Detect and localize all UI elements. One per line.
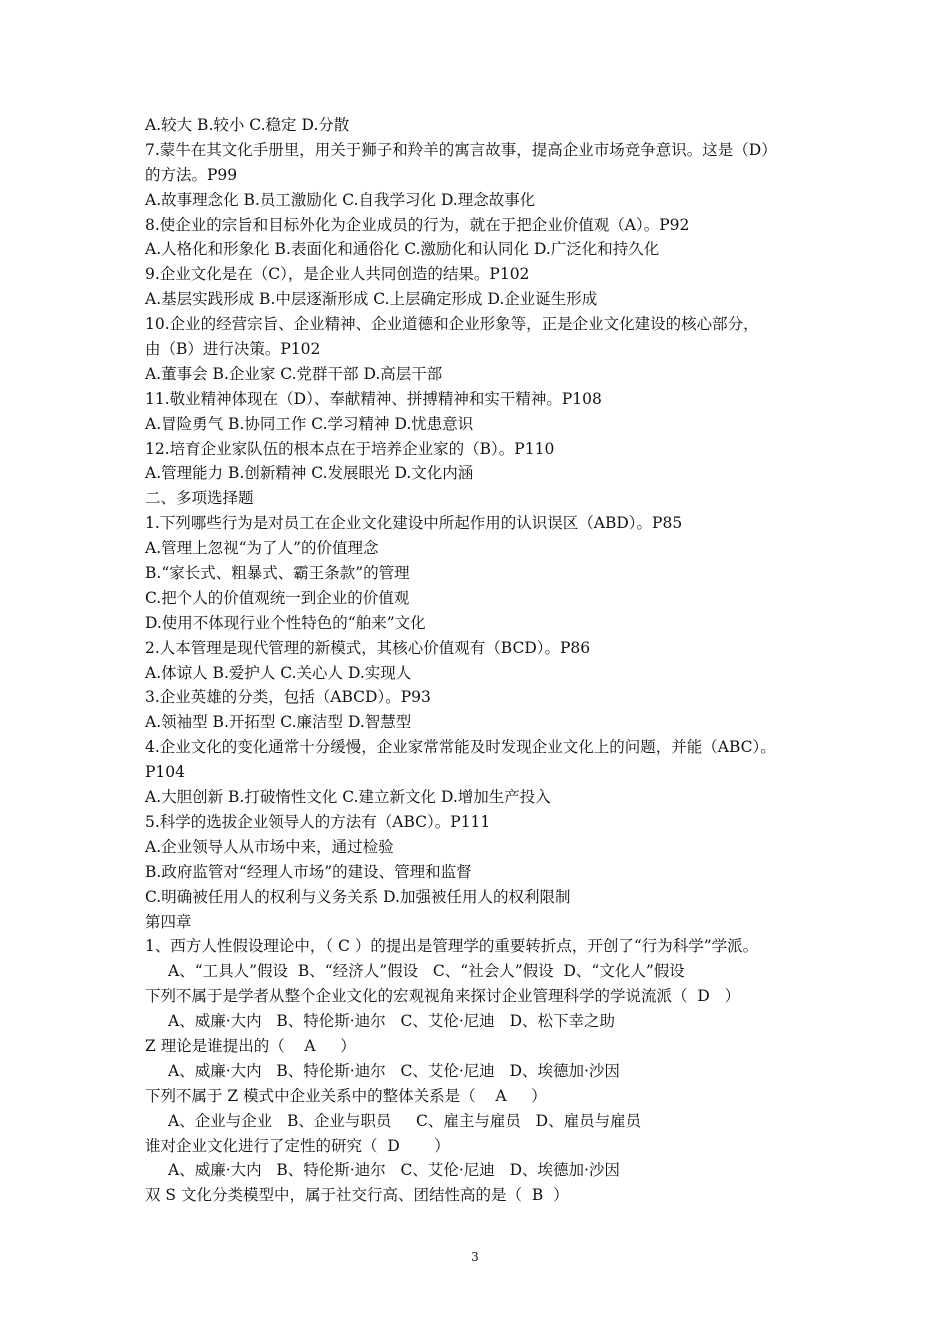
text-line: 5.科学的选拔企业领导人的方法有（ABC）。P111 [145,812,491,831]
text-line: A.故事理念化 B.员工激励化 C.自我学习化 D.理念故事化 [145,190,536,209]
text-line: 8.使企业的宗旨和目标外化为企业成员的行为，就在于把企业价值观（A）。P92 [145,215,690,234]
text-line: 10.企业的经营宗旨、企业精神、企业道德和企业形象等，正是企业文化建设的核心部分， [145,315,759,334]
text-line: A、威廉·大内 B、特伦斯·迪尔 C、艾伦·尼迪 D、埃德加·沙因 [168,1161,620,1180]
text-line: A.董事会 B.企业家 C.党群干部 D.高层干部 [145,364,443,383]
text-line: A.基层实践形成 B.中层逐渐形成 C.上层确定形成 D.企业诞生形成 [145,290,598,309]
text-line: C.明确被任用人的权利与义务关系 D.加强被任用人的权利限制 [145,887,571,906]
text-line: 9.企业文化是在（C），是企业人共同创造的结果。P102 [145,265,530,284]
text-line: 4.企业文化的变化通常十分缓慢，企业家常常能及时发现企业文化上的问题，并能（ABC）。 [145,738,776,757]
text-line: 下列不属于 Z 模式中企业关系中的整体关系是（ A ） [145,1086,547,1105]
document-body [145,113,815,1208]
text-line: 谁对企业文化进行了定性的研究（ D ） [145,1136,450,1155]
text-line: D.使用不体现行业个性特色的“舶来”文化 [145,613,426,632]
text-line: 1.下列哪些行为是对员工在企业文化建设中所起作用的认识误区（ABD）。P85 [145,514,683,533]
text-line: A.人格化和形象化 B.表面化和通俗化 C.激励化和认同化 D.广泛化和持久化 [145,240,660,259]
text-line: P104 [145,763,186,782]
text-line: 2.人本管理是现代管理的新模式，其核心价值观有（BCD）。P86 [145,638,591,657]
text-line: A.体谅人 B.爱护人 C.关心人 D.实现人 [145,663,412,682]
text-line: A.大胆创新 B.打破惰性文化 C.建立新文化 D.增加生产投入 [145,788,551,807]
text-line: A.管理上忽视“为了人”的价值理念 [145,539,379,558]
text-line: A.领袖型 B.开拓型 C.廉洁型 D.智慧型 [145,713,412,732]
text-line: B.“家长式、粗暴式、霸王条款”的管理 [145,564,410,583]
text-line: 由（B）进行决策。P102 [145,340,321,359]
text-line: A、“工具人”假设 B、“经济人”假设 C、“社会人”假设 D、“文化人”假设 [168,962,685,981]
text-line: A.冒险勇气 B.协同工作 C.学习精神 D.忧患意识 [145,414,474,433]
text-line: B.政府监管对“经理人市场”的建设、管理和监督 [145,862,472,881]
text-line: 双 S 文化分类模型中，属于社交行高、团结性高的是（ B ） [145,1186,569,1205]
text-line: 11.敬业精神体现在（D）、奉献精神、拼搏精神和实干精神。P108 [145,389,602,408]
text-line: 下列不属于是学者从整个企业文化的宏观视角来探讨企业管理科学的学说流派（ D ） [145,987,741,1006]
text-line: A、威廉·大内 B、特伦斯·迪尔 C、艾伦·尼迪 D、埃德加·沙因 [168,1061,620,1080]
text-line: Z 理论是谁提出的（ A ） [145,1036,356,1055]
text-line: 12.培育企业家队伍的根本点在于培养企业家的（B）。P110 [145,439,555,458]
text-line: A.较大 B.较小 C.稳定 D.分散 [145,116,350,134]
page-number: 3 [471,1250,479,1264]
text-line: 二、多项选择题 [145,489,254,508]
text-line: 1、西方人性假设理论中，（ C ）的提出是管理学的重要转折点，开创了“行为科学”学派。 [145,937,759,956]
text-line: A.管理能力 B.创新精神 C.发展眼光 D.文化内涵 [145,464,474,483]
text-line: 第四章 [145,912,192,931]
text-line: A、企业与企业 B、企业与职员 C、雇主与雇员 D、雇员与雇员 [168,1111,642,1130]
text-line: 7.蒙牛在其文化手册里，用关于狮子和羚羊的寓言故事，提高企业市场竞争意识。这是（D） [145,140,777,159]
text-line: 的方法。P99 [145,165,238,184]
text-line: 3.企业英雄的分类，包括（ABCD）。P93 [145,688,431,707]
text-line: A、威廉·大内 B、特伦斯·迪尔 C、艾伦·尼迪 D、松下幸之助 [168,1012,615,1031]
text-line: C.把个人的价值观统一到企业的价值观 [145,588,410,607]
text-line: A.企业领导人从市场中来，通过检验 [145,837,394,856]
